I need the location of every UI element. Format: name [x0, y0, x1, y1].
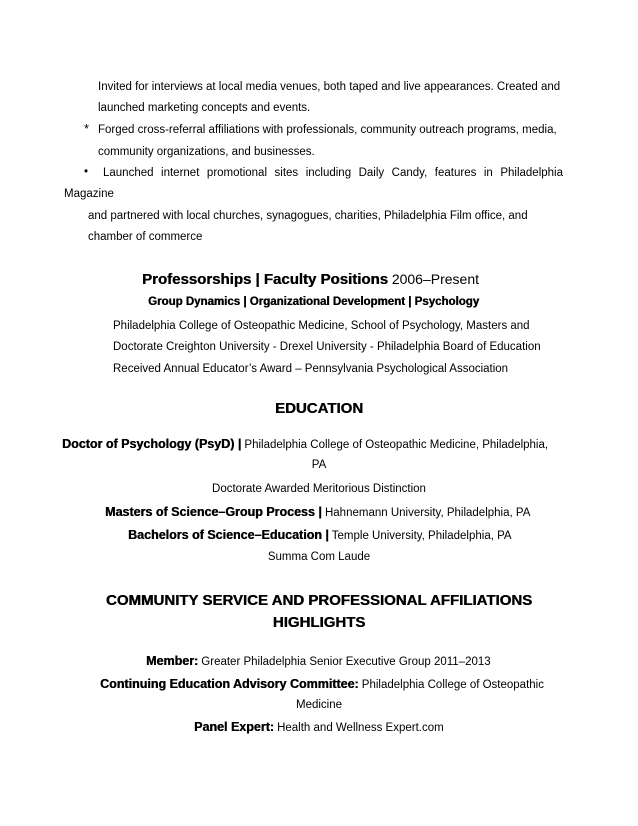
psyd-label: Doctor of Psychology (PsyD) |	[62, 437, 242, 451]
professorships-heading	[142, 270, 479, 290]
psyd-note: Doctorate Awarded Meritorious Distinction	[212, 483, 426, 495]
ms-label: Masters of Science–Group Process |	[105, 505, 322, 519]
education-ms	[105, 505, 530, 520]
community-heading-line-1: COMMUNITY SERVICE AND PROFESSIONAL AFFILIATIONS	[105, 592, 533, 609]
education-psyd	[62, 437, 548, 452]
bs-label: Bachelors of Science–Education |	[128, 528, 329, 542]
ceac-continued: Medicine	[295, 699, 343, 711]
professorships-line-3: Received Annual Educator’s Award – Pennsylvania Psychological Association	[113, 363, 509, 375]
bs-note: Summa Com Laude	[267, 551, 371, 563]
bullet-2-line-1: Launched internet promotional sites including Daily Candy, features in Philadelphia	[103, 167, 563, 179]
top-line-4: chamber of commerce	[88, 231, 203, 243]
professorships-line-1: Philadelphia College of Osteopathic Medicine, School of Psychology, Masters and	[113, 320, 530, 332]
professorships-subheading: Group Dynamics | Organizational Development | Psychology	[148, 296, 480, 308]
ceac-label: Continuing Education Advisory Committee:	[100, 677, 359, 691]
professorships-title: Professorships | Faculty Positions	[142, 271, 388, 288]
panel-text: Health and Wellness Expert.com	[273, 722, 444, 734]
top-line-3: and partnered with local churches, synagogues, charities, Philadelphia Film office, and	[88, 210, 528, 222]
community-panel	[194, 720, 444, 735]
professorships-years: 2006–Present	[387, 271, 480, 287]
community-heading-line-2: HIGHLIGHTS	[272, 614, 366, 631]
education-bs	[128, 528, 512, 543]
bullet-1-line-1: Forged cross-referral affiliations with professionals, community outreach programs, media,	[98, 124, 557, 136]
community-member	[146, 654, 491, 669]
asterisk-bullet-icon: *	[84, 121, 90, 136]
professorships-line-2: Doctorate Creighton University - Drexel University - Philadelphia Board of Education	[113, 341, 541, 353]
bullet-1-line-2: community organizations, and businesses.	[98, 146, 315, 158]
bullet-2-line-2: Magazine	[64, 188, 114, 200]
ceac-text: Philadelphia College of Osteopathic	[358, 679, 544, 691]
community-ceac	[100, 677, 544, 692]
top-line-2: launched marketing concepts and events.	[98, 102, 311, 114]
psyd-text: Philadelphia College of Osteopathic Medicine, Philadelphia,	[241, 439, 549, 451]
dot-bullet-icon: •	[84, 166, 89, 178]
bs-text: Temple University, Philadelphia, PA	[328, 530, 512, 542]
psyd-continued: PA	[311, 459, 327, 471]
education-heading: EDUCATION	[274, 400, 364, 417]
member-label: Member:	[146, 654, 199, 668]
panel-label: Panel Expert:	[194, 720, 274, 734]
ms-text: Hahnemann University, Philadelphia, PA	[321, 507, 531, 519]
member-text: Greater Philadelphia Senior Executive Group 2011–2013	[198, 656, 491, 668]
top-line-1: Invited for interviews at local media venues, both taped and live appearances. Created and	[98, 81, 561, 93]
